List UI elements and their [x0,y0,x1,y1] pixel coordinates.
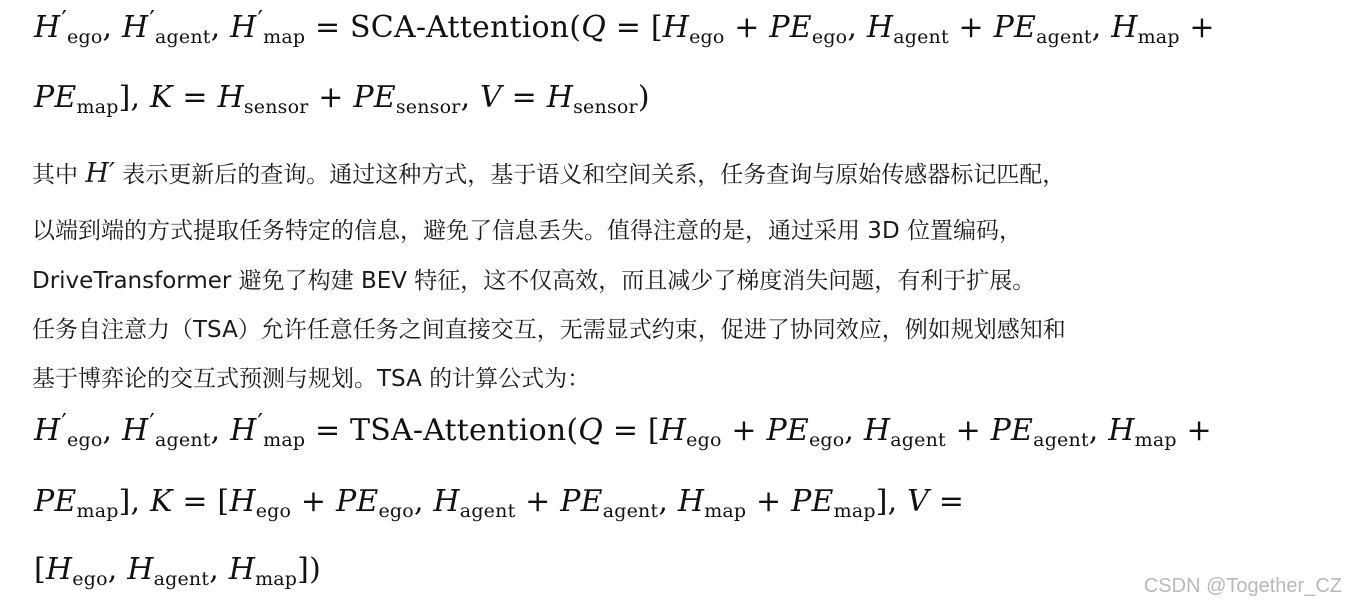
sca-formula-line-1: $H'_{ego}$, $H'_{agent}$, $H'_{map}$ = SCA-Attention(Q = [$H_{ego} + PE_{ego}$, $H_{agent} + PE_{agent}$, $H_{map}$ + [34,6,1215,48]
paragraph-1-line-1: 其中 H′ 表示更新后的查询。通过这种方式，基于语义和空间关系，任务查询与原始传感器标记匹配， [32,158,1066,189]
tsa-formula-line-2: $PE_{map}$], $K = [H_{ego} + PE_{ego}$, $H_{agent} + PE_{agent}$, $H_{map} + PE_{map}$], V = [34,484,965,522]
paragraph-1-line-2: 以端到端的方式提取任务特定的信息，避免了信息丢失。值得注意的是，通过采用 3D 位置编码， [32,218,1022,244]
tsa-formula-line-3: [$H_{ego}$, $H_{agent}$, $H_{map}$]) [34,552,321,590]
paragraph-2-line-1: 任务自注意力（TSA）允许任意任务之间直接交互，无需显式约束，促进了协同效应，例如规划感知和 [32,317,1066,343]
watermark: CSDN @Together_CZ [1143,575,1342,597]
inline-math-h-prime: H′ [85,158,115,189]
tsa-formula-line-1: $H'_{ego}$, $H'_{agent}$, $H'_{map}$ = TSA-Attention(Q = [$H_{ego} + PE_{ego}$, $H_{agent} + PE_{agent}$, $H_{map}$ + [34,409,1212,451]
paragraph-1-line-3: DriveTransformer 避免了构建 BEV 特征，这不仅高效，而且减少了梯度消失问题，有利于扩展。 [32,268,1036,294]
sca-formula-line-2: $PE_{map}$], $K = H_{sensor} + PE_{sensor}$, $V = H_{sensor}$) [34,80,650,118]
paragraph-2-line-2: 基于博弈论的交互式预测与规划。TSA 的计算公式为： [32,366,591,392]
